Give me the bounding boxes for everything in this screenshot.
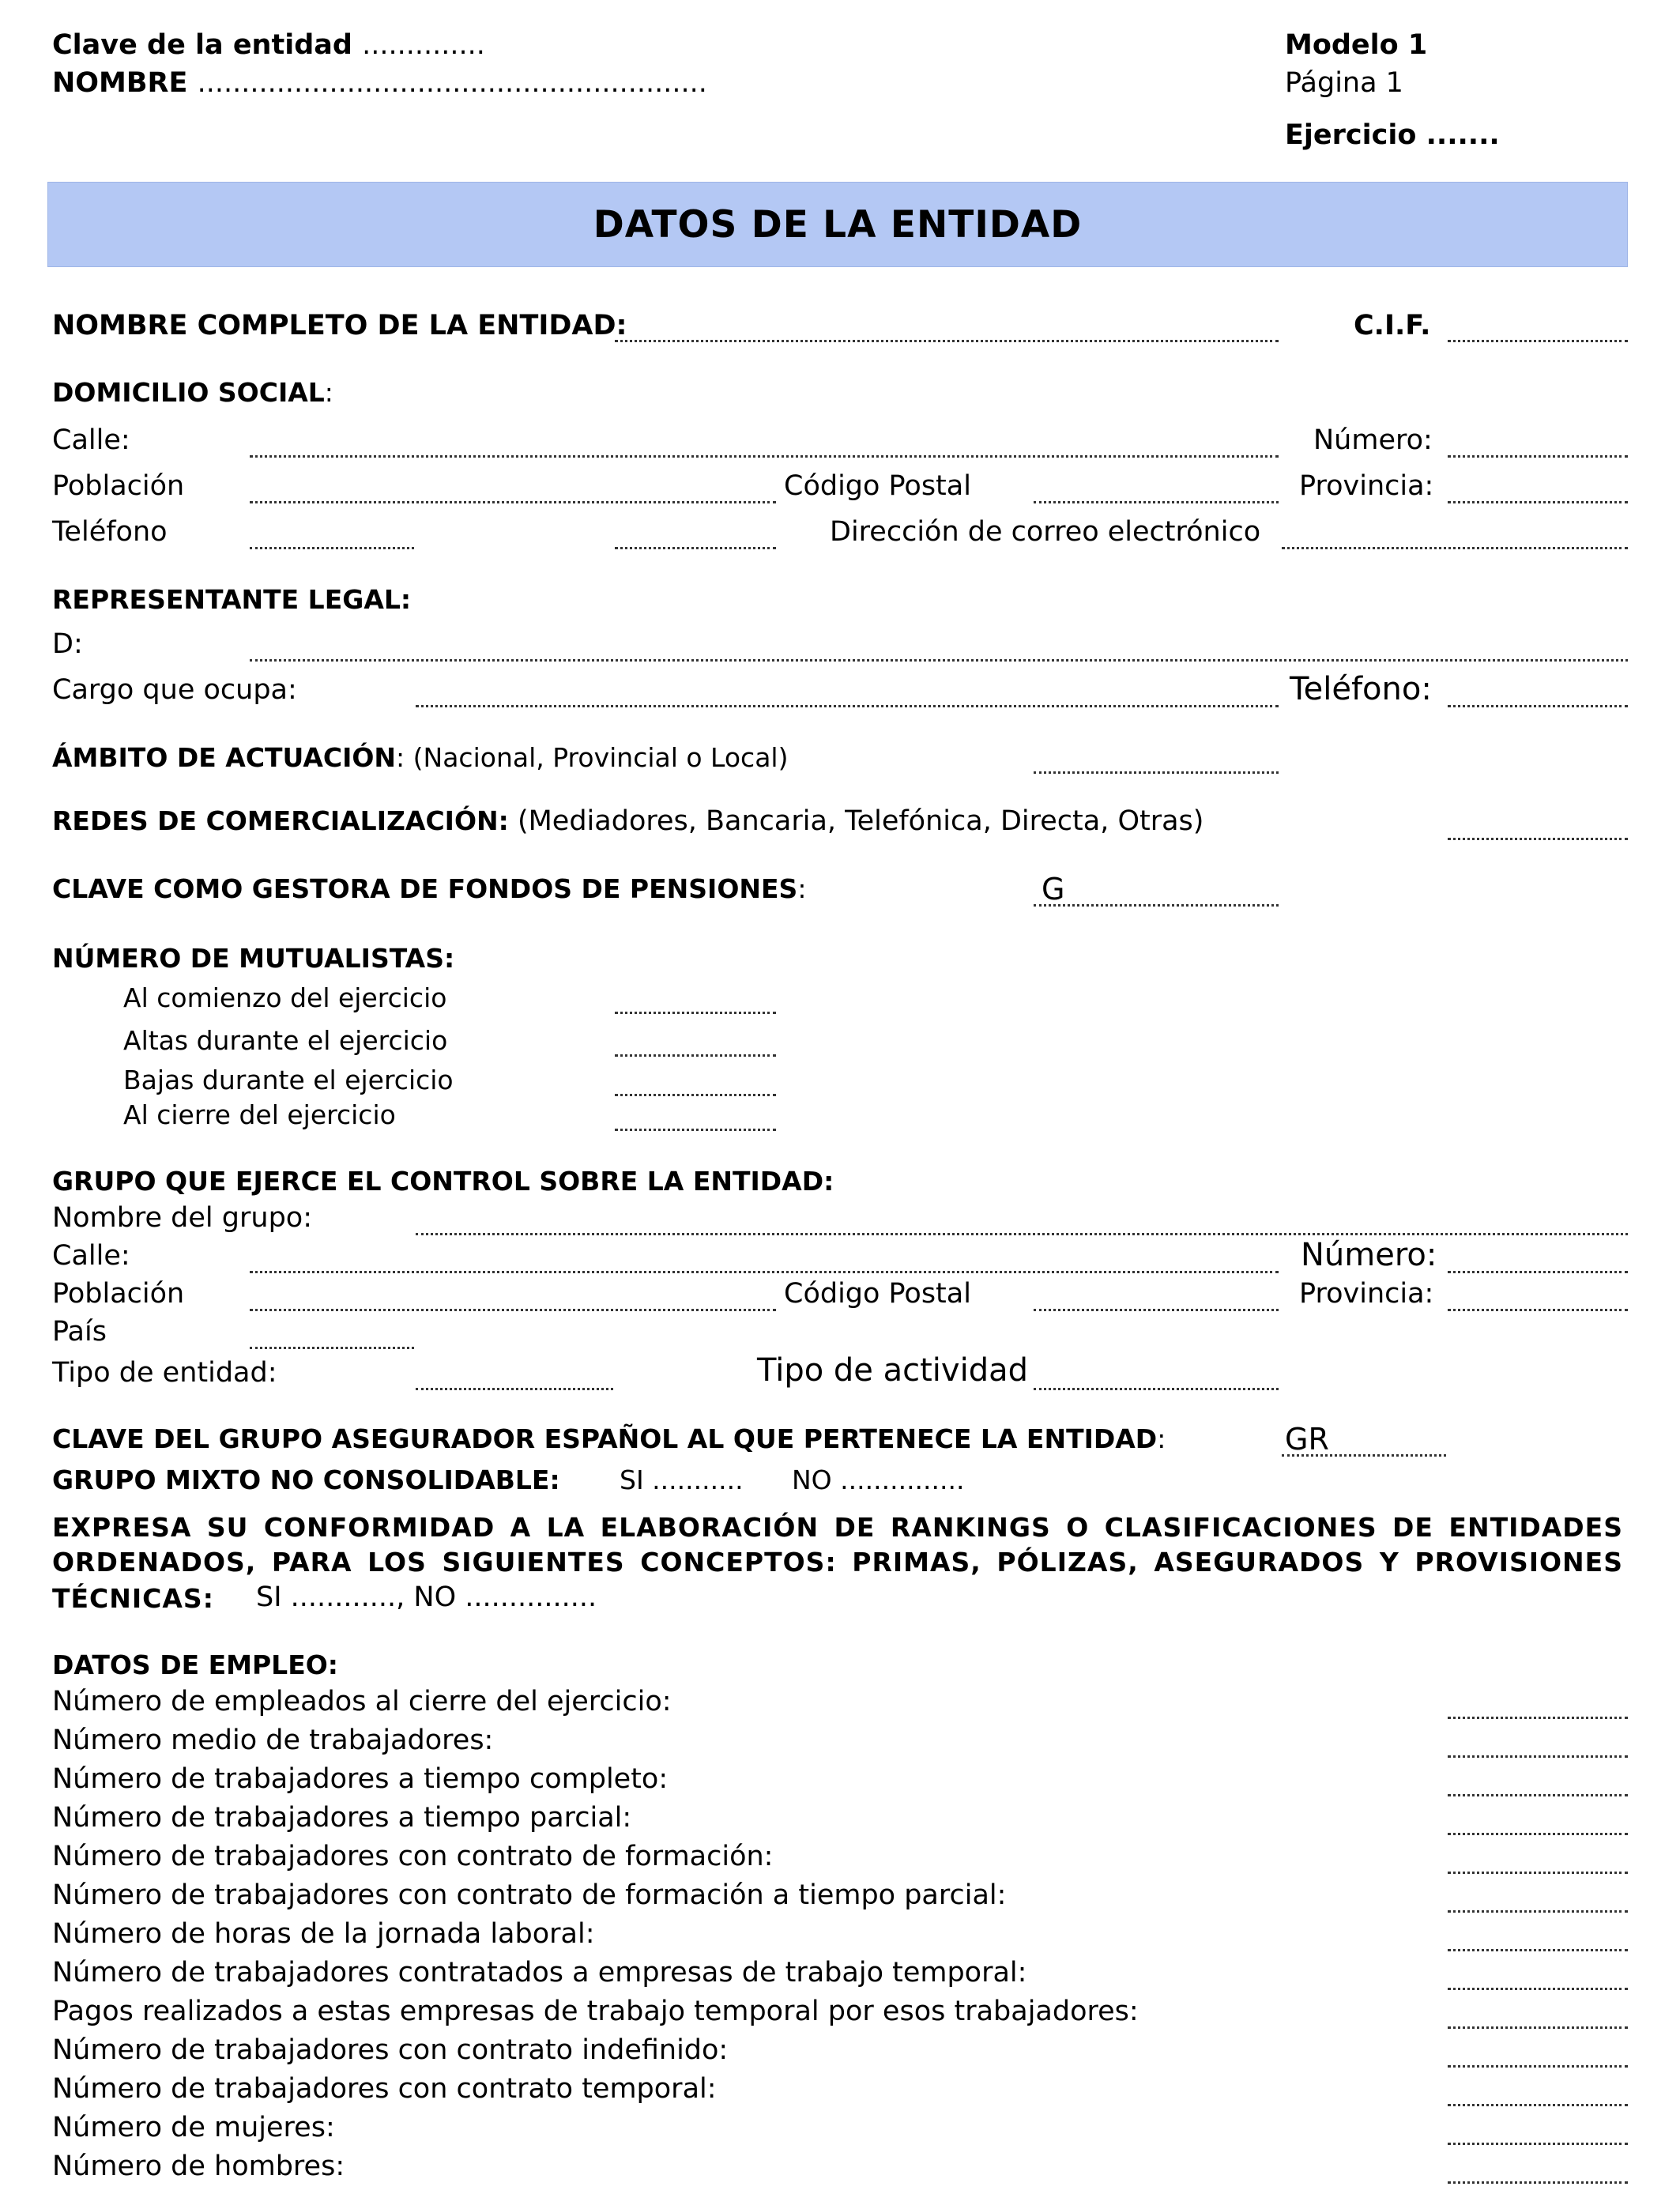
mutualistas-heading: NÚMERO DE MUTUALISTAS: — [52, 943, 455, 974]
representante-telefono-field[interactable] — [1448, 705, 1628, 707]
cif-field[interactable] — [1448, 340, 1628, 342]
grupo-mixto-si[interactable]: SI ........... — [620, 1465, 744, 1495]
mutualistas-item: Bajas durante el ejercicio — [123, 1065, 454, 1095]
domicilio-provincia-field[interactable] — [1448, 501, 1628, 503]
grupo-calle-field[interactable] — [250, 1271, 1279, 1273]
domicilio-poblacion-label: Población — [52, 470, 185, 502]
empleo-item: Pagos realizados a estas empresas de trabajo temporal por esos trabajadores: — [52, 1996, 1139, 2027]
empleo-item: Número de hombres: — [52, 2151, 345, 2182]
conformidad-line-1: EXPRESA SU CONFORMIDAD A LA ELABORACIÓN DE RANKINGS O CLASIFICACIONES DE ENTIDADES — [52, 1512, 1623, 1543]
representante-d-label: D: — [52, 628, 83, 660]
grupo-calle-label: Calle: — [52, 1240, 130, 1272]
domicilio-provincia-label: Provincia: — [1299, 470, 1434, 502]
grupo-heading: GRUPO QUE EJERCE EL CONTROL SOBRE LA ENTIDAD: — [52, 1166, 834, 1197]
grupo-provincia-label: Provincia: — [1299, 1278, 1434, 1310]
domicilio-poblacion-field[interactable] — [250, 501, 776, 503]
empleo-field[interactable] — [1448, 1755, 1628, 1758]
clave-entidad-label: Clave de la entidad .............. — [52, 29, 485, 61]
pagina-label: Página 1 — [1285, 67, 1403, 99]
empleo-item: Número de horas de la jornada laboral: — [52, 1918, 595, 1950]
grupo-tipo-entidad-label: Tipo de entidad: — [52, 1357, 277, 1389]
representante-d-field[interactable] — [250, 659, 1628, 662]
grupo-mixto-no[interactable]: NO ............... — [792, 1465, 965, 1495]
clave-grupo-label: CLAVE DEL GRUPO ASEGURADOR ESPAÑOL AL QUE PERTENECE LA ENTIDAD: — [52, 1423, 1166, 1454]
conformidad-options[interactable]: SI ............, NO ............... — [256, 1581, 597, 1613]
grupo-nombre-field[interactable] — [416, 1233, 1628, 1235]
grupo-poblacion-field[interactable] — [250, 1309, 776, 1311]
gestora-field[interactable] — [1034, 904, 1279, 907]
grupo-pais-field[interactable] — [250, 1347, 414, 1349]
empleo-item: Número de empleados al cierre del ejercicio: — [52, 1686, 672, 1717]
empleo-field[interactable] — [1448, 1717, 1628, 1719]
domicilio-correo-field[interactable] — [1282, 547, 1628, 549]
page-title: DATOS DE LA ENTIDAD — [593, 202, 1083, 247]
grupo-tipo-actividad-label: Tipo de actividad — [757, 1352, 1028, 1389]
grupo-nombre-label: Nombre del grupo: — [52, 1202, 312, 1234]
empleo-item: Número de trabajadores con contrato temporal: — [52, 2073, 717, 2105]
nombre-completo-label: NOMBRE COMPLETO DE LA ENTIDAD: — [52, 310, 627, 341]
gestora-value: G — [1042, 872, 1065, 907]
nombre-completo-field[interactable] — [615, 340, 1279, 342]
mutualistas-field[interactable] — [615, 1129, 776, 1131]
empleo-field[interactable] — [1448, 1910, 1628, 1913]
redes-label: REDES DE COMERCIALIZACIÓN: (Mediadores, Bancaria, Telefónica, Directa, Otras) — [52, 805, 1204, 837]
domicilio-correo-label: Dirección de correo electrónico — [830, 516, 1261, 548]
empleo-field[interactable] — [1448, 2026, 1628, 2029]
grupo-pais-label: País — [52, 1316, 107, 1348]
empleo-item: Número de trabajadores con contrato indefinido: — [52, 2034, 729, 2066]
grupo-tipo-actividad-field[interactable] — [1034, 1388, 1279, 1390]
representante-heading: REPRESENTANTE LEGAL: — [52, 584, 412, 615]
empleo-field[interactable] — [1448, 1988, 1628, 1990]
empleo-field[interactable] — [1448, 1949, 1628, 1951]
empleo-item: Número de trabajadores a tiempo parcial: — [52, 1802, 632, 1834]
empleo-item: Número de mujeres: — [52, 2112, 335, 2143]
empleo-field[interactable] — [1448, 2181, 1628, 2184]
gestora-label: CLAVE COMO GESTORA DE FONDOS DE PENSIONES: — [52, 873, 807, 904]
empleo-item: Número de trabajadores con contrato de formación: — [52, 1841, 774, 1872]
nombre-label: NOMBRE .......................................................... — [52, 67, 707, 99]
title-banner — [47, 182, 1628, 267]
clave-grupo-value: GR — [1285, 1422, 1329, 1457]
domicilio-numero-field[interactable] — [1448, 455, 1628, 458]
mutualistas-item: Al cierre del ejercicio — [123, 1099, 396, 1130]
mutualistas-field[interactable] — [615, 1094, 776, 1096]
domicilio-telefono-field-2[interactable] — [615, 547, 776, 549]
modelo-label: Modelo 1 — [1285, 29, 1428, 61]
grupo-mixto-label: GRUPO MIXTO NO CONSOLIDABLE: — [52, 1465, 560, 1495]
representante-telefono-label: Teléfono: — [1290, 671, 1432, 707]
empleo-field[interactable] — [1448, 2104, 1628, 2106]
representante-cargo-label: Cargo que ocupa: — [52, 674, 297, 706]
mutualistas-field[interactable] — [615, 1012, 776, 1014]
ambito-field[interactable] — [1034, 771, 1279, 774]
empleo-item: Número de trabajadores contratados a empresas de trabajo temporal: — [52, 1957, 1027, 1989]
clave-grupo-field[interactable] — [1282, 1454, 1446, 1457]
grupo-provincia-field[interactable] — [1448, 1309, 1628, 1311]
empleo-field[interactable] — [1448, 2065, 1628, 2068]
empleo-field[interactable] — [1448, 2143, 1628, 2145]
conformidad-line-3: TÉCNICAS: — [52, 1583, 214, 1614]
empleo-item: Número de trabajadores a tiempo completo: — [52, 1763, 669, 1795]
mutualistas-field[interactable] — [615, 1054, 776, 1057]
representante-cargo-field[interactable] — [416, 705, 1279, 707]
domicilio-numero-label: Número: — [1313, 424, 1433, 456]
redes-field[interactable] — [1448, 838, 1628, 840]
mutualistas-item: Al comienzo del ejercicio — [123, 982, 447, 1013]
conformidad-line-2: ORDENADOS, PARA LOS SIGUIENTES CONCEPTOS: PRIMAS, PÓLIZAS, ASEGURADOS Y PROVISIONES — [52, 1547, 1623, 1578]
domicilio-calle-label: Calle: — [52, 424, 130, 456]
grupo-tipo-entidad-field[interactable] — [416, 1388, 613, 1390]
empleo-item: Número de trabajadores con contrato de formación a tiempo parcial: — [52, 1879, 1007, 1911]
grupo-poblacion-label: Población — [52, 1278, 185, 1310]
grupo-numero-field[interactable] — [1448, 1271, 1628, 1273]
ambito-label: ÁMBITO DE ACTUACIÓN: (Nacional, Provincial o Local) — [52, 742, 789, 773]
mutualistas-item: Altas durante el ejercicio — [123, 1025, 448, 1056]
grupo-cp-label: Código Postal — [784, 1278, 971, 1310]
ejercicio-label: Ejercicio ....... — [1285, 119, 1500, 151]
empleo-field[interactable] — [1448, 1833, 1628, 1835]
grupo-cp-field[interactable] — [1034, 1309, 1279, 1311]
empleo-item: Número medio de trabajadores: — [52, 1725, 494, 1756]
cif-label: C.I.F. — [1354, 310, 1431, 341]
empleo-heading: DATOS DE EMPLEO: — [52, 1649, 339, 1680]
domicilio-telefono-field-1[interactable] — [250, 547, 414, 549]
domicilio-telefono-label: Teléfono — [52, 516, 168, 548]
grupo-numero-label: Número: — [1301, 1237, 1437, 1273]
domicilio-calle-field[interactable] — [250, 455, 1279, 458]
domicilio-cp-field[interactable] — [1034, 501, 1279, 503]
empleo-field[interactable] — [1448, 1872, 1628, 1874]
domicilio-heading: DOMICILIO SOCIAL: — [52, 377, 333, 408]
domicilio-cp-label: Código Postal — [784, 470, 971, 502]
empleo-field[interactable] — [1448, 1794, 1628, 1796]
